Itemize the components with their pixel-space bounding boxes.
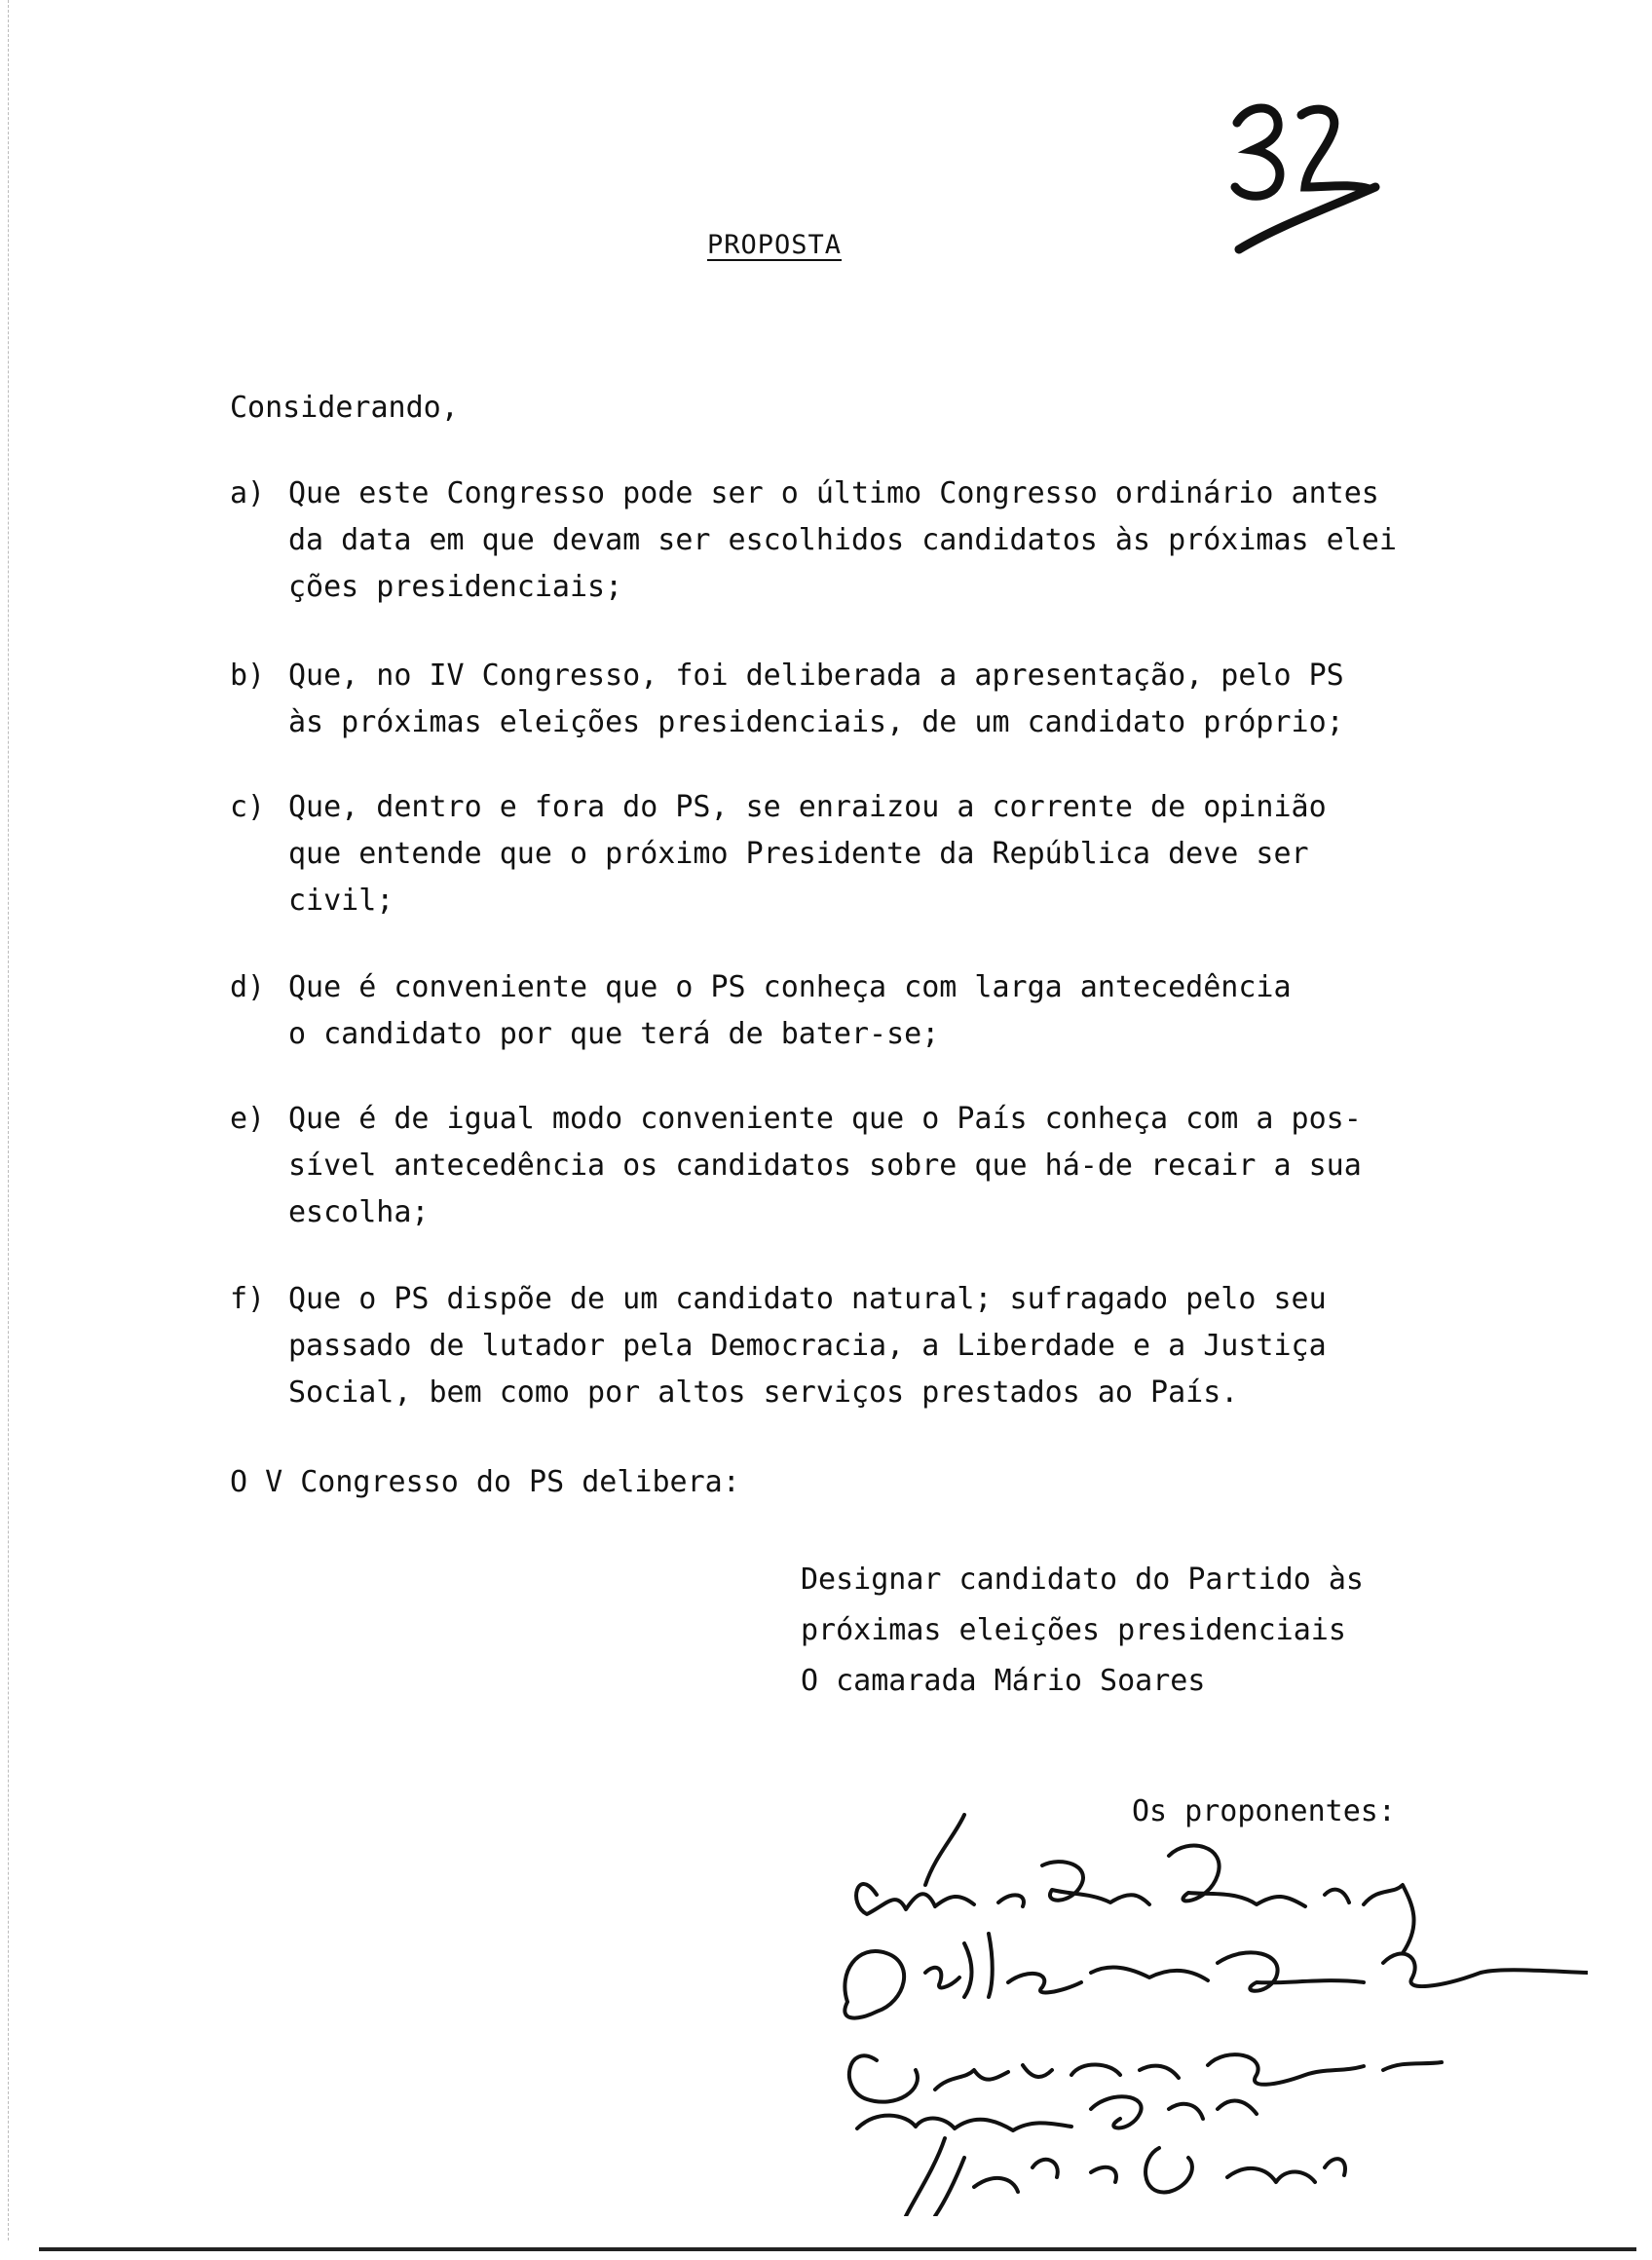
text-line: passado de lutador pela Democracia, a Liberdade e a Justiça — [288, 1329, 1327, 1363]
list-item-text — [288, 653, 1584, 746]
text-line: que entende que o próximo Presidente da República deve ser — [288, 837, 1309, 871]
text-line: civil; — [288, 884, 394, 918]
text-line: o candidato por que terá de bater-se; — [288, 1017, 940, 1051]
text-line: Que o PS dispõe de um candidato natural; sufragado pelo seu — [288, 1282, 1327, 1316]
text-line: Social, bem como por altos serviços prestados ao País. — [288, 1375, 1239, 1410]
text-line: ções presidenciais; — [288, 570, 623, 604]
signature-5 — [906, 2138, 1345, 2216]
proponents-label: Os proponentes: — [1132, 1794, 1396, 1828]
document-title: PROPOSTA — [707, 230, 843, 260]
signature-4 — [857, 2096, 1257, 2130]
handwritten-page-number — [1229, 94, 1385, 259]
list-marker: b) — [230, 659, 266, 693]
list-item-text — [288, 1096, 1584, 1236]
list-marker: c) — [230, 790, 266, 824]
list-marker: e) — [230, 1102, 266, 1136]
text-line: às próximas eleições presidenciais, de um candidato próprio; — [288, 705, 1344, 739]
list-item-text — [288, 784, 1584, 924]
list-item-b — [230, 653, 1584, 746]
list-item-text — [288, 1276, 1584, 1416]
text-line: Que é conveniente que o PS conheça com larga antecedência — [288, 970, 1292, 1004]
text-line: da data em que devam ser escolhidos candidatos às próximas elei — [288, 523, 1397, 557]
list-item-d — [230, 964, 1584, 1058]
resolution-line: Designar candidato do Partido às — [801, 1563, 1364, 1597]
list-marker: a) — [230, 476, 266, 510]
resolution-block — [801, 1555, 1364, 1707]
list-marker: f) — [230, 1282, 266, 1316]
list-marker: d) — [230, 970, 266, 1004]
text-line: Que, no IV Congresso, foi deliberada a apresentação, pelo PS — [288, 659, 1344, 693]
list-item-e — [230, 1096, 1584, 1236]
text-line: escolha; — [288, 1195, 430, 1229]
text-line: sível antecedência os candidatos sobre que há-de recair a sua — [288, 1149, 1362, 1183]
text-line: Que este Congresso pode ser o último Congresso ordinário antes — [288, 476, 1379, 510]
deliberation-text: O V Congresso do PS delibera: — [230, 1465, 740, 1499]
bottom-border-line — [39, 2247, 1636, 2251]
resolution-line: O camarada Mário Soares — [801, 1664, 1206, 1698]
list-item-c — [230, 784, 1584, 924]
scan-edge-line — [8, 0, 10, 2241]
handwritten-signatures — [818, 1797, 1588, 2216]
intro-text: Considerando, — [230, 391, 459, 425]
signature-3 — [849, 2054, 1442, 2102]
list-item-text — [288, 964, 1584, 1058]
list-item-a — [230, 471, 1584, 611]
signature-1 — [856, 1815, 1413, 1953]
text-line: Que é de igual modo conveniente que o País conheça com a pos- — [288, 1102, 1362, 1136]
text-line: Que, dentro e fora do PS, se enraizou a corrente de opinião — [288, 790, 1327, 824]
list-item-f — [230, 1276, 1584, 1416]
list-item-text — [288, 471, 1584, 611]
resolution-line: próximas eleições presidenciais — [801, 1613, 1346, 1647]
signature-2 — [845, 1934, 1588, 2018]
